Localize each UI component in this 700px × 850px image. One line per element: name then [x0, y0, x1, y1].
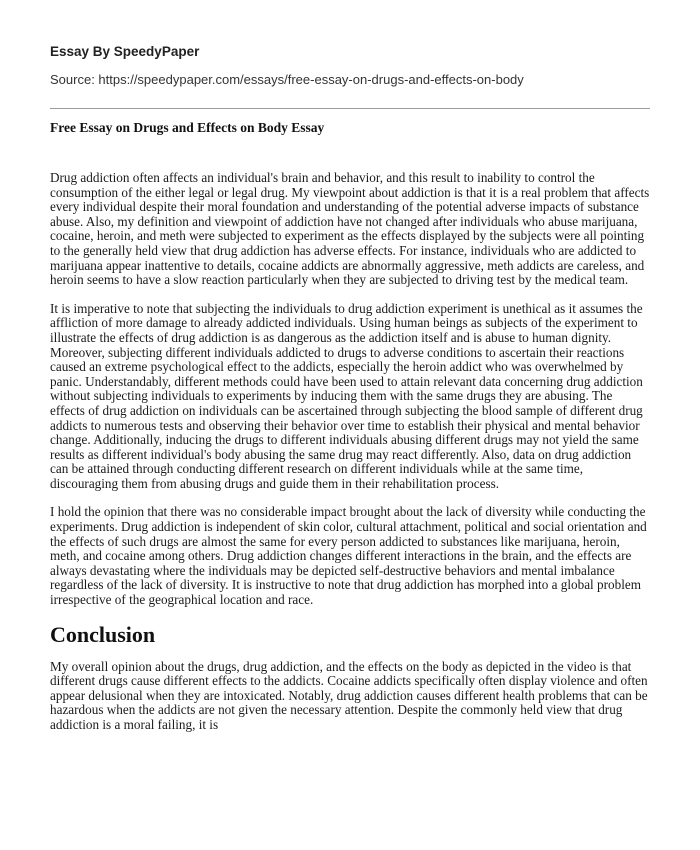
- essay-body: [50, 171, 650, 747]
- header-divider: [50, 108, 650, 109]
- brand-title: Essay By SpeedyPaper: [50, 44, 200, 59]
- conclusion-heading: Conclusion: [50, 621, 156, 647]
- body-paragraph-3: I hold the opinion that there was no considerable impact brought about the lack of diversity while conducting the experiments. Drug addiction is independent of skin color, cultural attachment, political and social orientation and the effects of such drugs are almost the same for every person addicted to substances like marijuana, heroin, meth, and cocaine among others. Drug addiction changes different interactions in the brain, and the effects are always devastating where the individuals may be depicted self-destructive behaviors and mental imbalance regardless of the lack of diversity. It is instructive to note that drug addiction has morphed into a global problem irrespective of the geographical location and race.: [50, 504, 647, 608]
- source-line: Source: https://speedypaper.com/essays/free-essay-on-drugs-and-effects-on-body: [50, 72, 524, 87]
- conclusion-paragraph: My overall opinion about the drugs, drug addiction, and the effects on the body as depicted in the video is that different drugs cause different effects to the addicts. Cocaine addicts specifically often display violence and often appear delusional when they are intoxicated. Notably, drug addiction causes different health problems that can be hazardous when the addicts are not given the necessary attention. Despite the commonly held view that drug addiction is a moral failing, it is: [50, 658, 648, 732]
- body-paragraph-2: It is imperative to note that subjecting the individuals to drug addiction experiment is unethical as it assumes the affliction of more damage to already addicted individuals. Using human beings as subjects of the experiment to illustrate the effects of drug addiction is as dangerous as the addiction itself and is abuse to human dignity. Moreover, subjecting different individuals addicted to drugs to adverse conditions to ascertain their reactions caused an extreme psychological effect to the addicts, especially the heroin addict who was overwhelmed by panic. Understandably, different methods could have been used to attain relevant data concerning drug addiction without subjecting individuals to experiments by inducing them with the same drugs they are abusing. The effects of drug addiction on individuals can be ascertained through subjecting the blood sample of different drug addicts to numerous tests and observing their behavior over time to establish their physical and mental behavior change. Additionally, inducing the drugs to different individuals abusing different drugs may not yield the same results as different individual's body abusing the same drug may react differently. Also, data on drug addiction can be attained through conducting different research on different individuals while at the same time, discouraging them from abusing drugs and guide them in their rehabilitation process.: [50, 300, 643, 491]
- essay-title: Free Essay on Drugs and Effects on Body Essay: [50, 120, 325, 135]
- body-paragraph-1: Drug addiction often affects an individual's brain and behavior, and this result to inability to control the consumption of the either legal or legal drug. My viewpoint about addiction is that it is a real problem that affects every individual despite their moral foundation and understanding of the potential adverse impacts of substance abuse. Also, my definition and viewpoint of addiction have not changed after individuals who abuse marijuana, cocaine, heroin, and meth were subjected to experiment as the effects displayed by the subjects were all pointing to the generally held view that drug addiction has adverse effects. For instance, individuals who are addicted to marijuana appear inattentive to details, cocaine addicts are abnormally aggressive, meth addicts are careless, and heroin seems to have a slow reaction particularly when they are subjected to driving test by the medical team.: [50, 170, 650, 288]
